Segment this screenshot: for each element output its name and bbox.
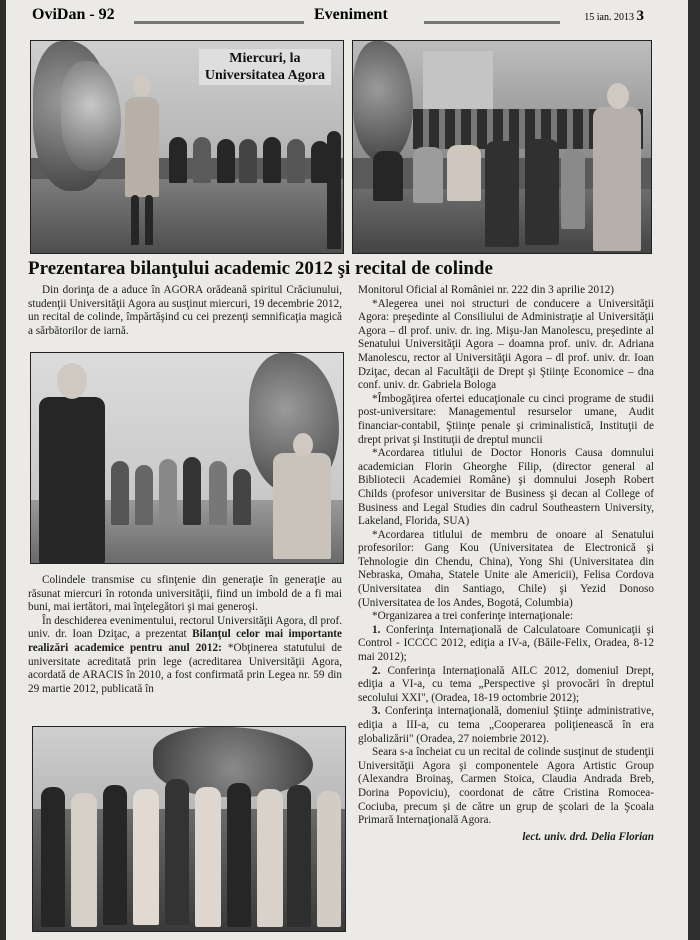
left-column-body [28,574,342,696]
photo-caption [199,49,331,85]
right-column-body [358,284,654,844]
header-rule-left [134,21,304,24]
photo-children-teacher [30,40,344,254]
left-column-intro [28,284,342,338]
programs-paragraph: *Îmbogăţirea ofertei educaţionale cu cinci programe de studii post-universitare: Managementul resurselor umane, Audit financiar-contabil, Ştiinţe penale şi criminalistică, Instituţii de drept privat şi Instituţii de dreptul muncii [358,392,654,446]
issue-date: 15 ian. 2013 [584,12,634,23]
article-headline: Prezentarea bilanţului academic 2012 şi recital de colinde [28,258,493,279]
rector-text-b: *Obţinerea statutului de universitate acreditată prin lege (acreditarea Universităţii Agora, acordată de ARACIS în 2010, a fost confirmată prin Legea nr. 59 din 29 martie 2012, publicată în [28,641,342,695]
conference-1-number: 1. [372,623,381,636]
carols-paragraph: Colindele transmise cu sfinţenie din generaţie în generaţie au răsunat miercuri în rotonda universităţii, fiind un imbold de a fi mai buni, mai iertători, mai înţelegători şi mai generoşi. [28,574,342,614]
rector-text-a: În deschiderea evenimentului, rectorul Universităţii Agora, dl prof. univ. dr. Ioan Dziţac, a prezentat [28,614,342,641]
photo-audience [352,40,652,254]
photo-caption-line-2: Universitatea Agora [204,68,325,83]
newspaper-page [6,0,688,940]
page-header [32,6,644,28]
conference-2-number: 2. [372,664,381,677]
conference-2-text: Conferinţa Internaţională AILC 2012, domeniul Drept, ediţia a VI-a, cu tema „Perspective şi provocări în dreptul secolului XXI", (Oradea, 18-19 octombrie 2012); [358,664,654,704]
rector-paragraph [28,615,342,697]
conference-1 [358,624,654,665]
conferences-intro: *Organizarea a trei conferinţe internaţionale: [372,610,574,623]
photo-caption-line-1: Miercuri, la [229,51,301,66]
conference-2 [358,665,654,706]
article-author: lect. univ. drd. Delia Florian [522,830,654,843]
conference-3 [358,705,654,746]
monitorul-line: Monitorul Oficial al României nr. 222 din 3 aprilie 2012) [358,284,615,296]
senate-paragraph: *Acordarea titlului de membru de onoare al Senatului profesorilor: Gang Kou (Universitatea de Electronică şi Tehnologie din Chendu, China), Yong Shi (Universitatea din Nebraska, Omaha, Statele Unite ale Americii), Felisa Cordova (Universitatea din Santiago, Chile) şi Yezid Donoso (Universitatea de los Andes, Bogotá, Columbia) [358,528,654,609]
conference-1-text: Conferinţa Internaţională de Calculatoare Comunicaţii şi Control - ICCCC 2012, ediţia a IV-a, (Băile-Felix, Oradea, 8-12 mai 2012); [358,623,654,664]
section-name: Eveniment [314,6,388,23]
intro-paragraph: Din dorinţa de a aduce în AGORA orădeană spiritul Crăciunului, studenţii Universităţii Agora au susţinut miercuri, 19 decembrie 2012, un recital de colinde, împărtăşind cu cei prezenţi semnificaţia magică a sărbătorilor de iarnă. [28,284,342,337]
issue-date-block [584,8,644,25]
header-rule-right [424,21,560,24]
publication-name: OviDan - 92 [32,6,115,23]
conference-3-number: 3. [372,705,381,718]
photo-choir [32,726,346,932]
rector-text-bold: Bilanţul celor mai importante realizări academice pentru anul 2012: [28,628,342,654]
conference-3-text: Conferinţa internaţională, domeniul Ştiinţe administrative, ediţia a III-a, cu tema „Cooperarea poliţienească în era globalizării" (Oradea, 27 noiembrie 2012). [358,705,654,745]
closing-paragraph: Seara s-a încheiat cu un recital de colinde susţinut de studenţii Universităţii Agora şi componentele Agora Artistic Group (Alexandra Broinaş, Carmen Stoica, Claudia Andrada Breb, Dorina Popoviciu), coordonat de către Cristina Romocea-Cociuba, precum şi de către un grup de şcolari de la Şcoala Primară Internaţională Agora. [358,746,654,827]
honoris-paragraph: *Acordarea titlului de Doctor Honoris Causa domnului academician Florin Gheorghe Filip, (director general al Bibliotecii Academiei Române) şi domnului Joseph Robert Childs (profesor universitar de Business şi decan al College of Business and Legal Studies din cadrul Southeastern University, Lakeland, Florida, SUA) [358,447,654,528]
photo-rector-speaking [30,352,344,564]
leadership-paragraph: *Alegerea unei noi structuri de conducere a Universităţii Agora: preşedinte al Consiliului de Administraţie al Universităţii Agora – dl prof. univ. dr. ing. Mişu-Jan Manolescu, preşedinte al Senatului Universităţii Agora – doamna prof. univ. dr. Adriana Manolescu, rector al Universităţii Agora – dl prof. univ. dr. Ioan Dziţac, decan al Facultăţii de Drept şi Ştiinţe Economice – dna conf. univ. dr. Gabriela Bologa [358,297,654,392]
page-number: 3 [636,8,644,24]
